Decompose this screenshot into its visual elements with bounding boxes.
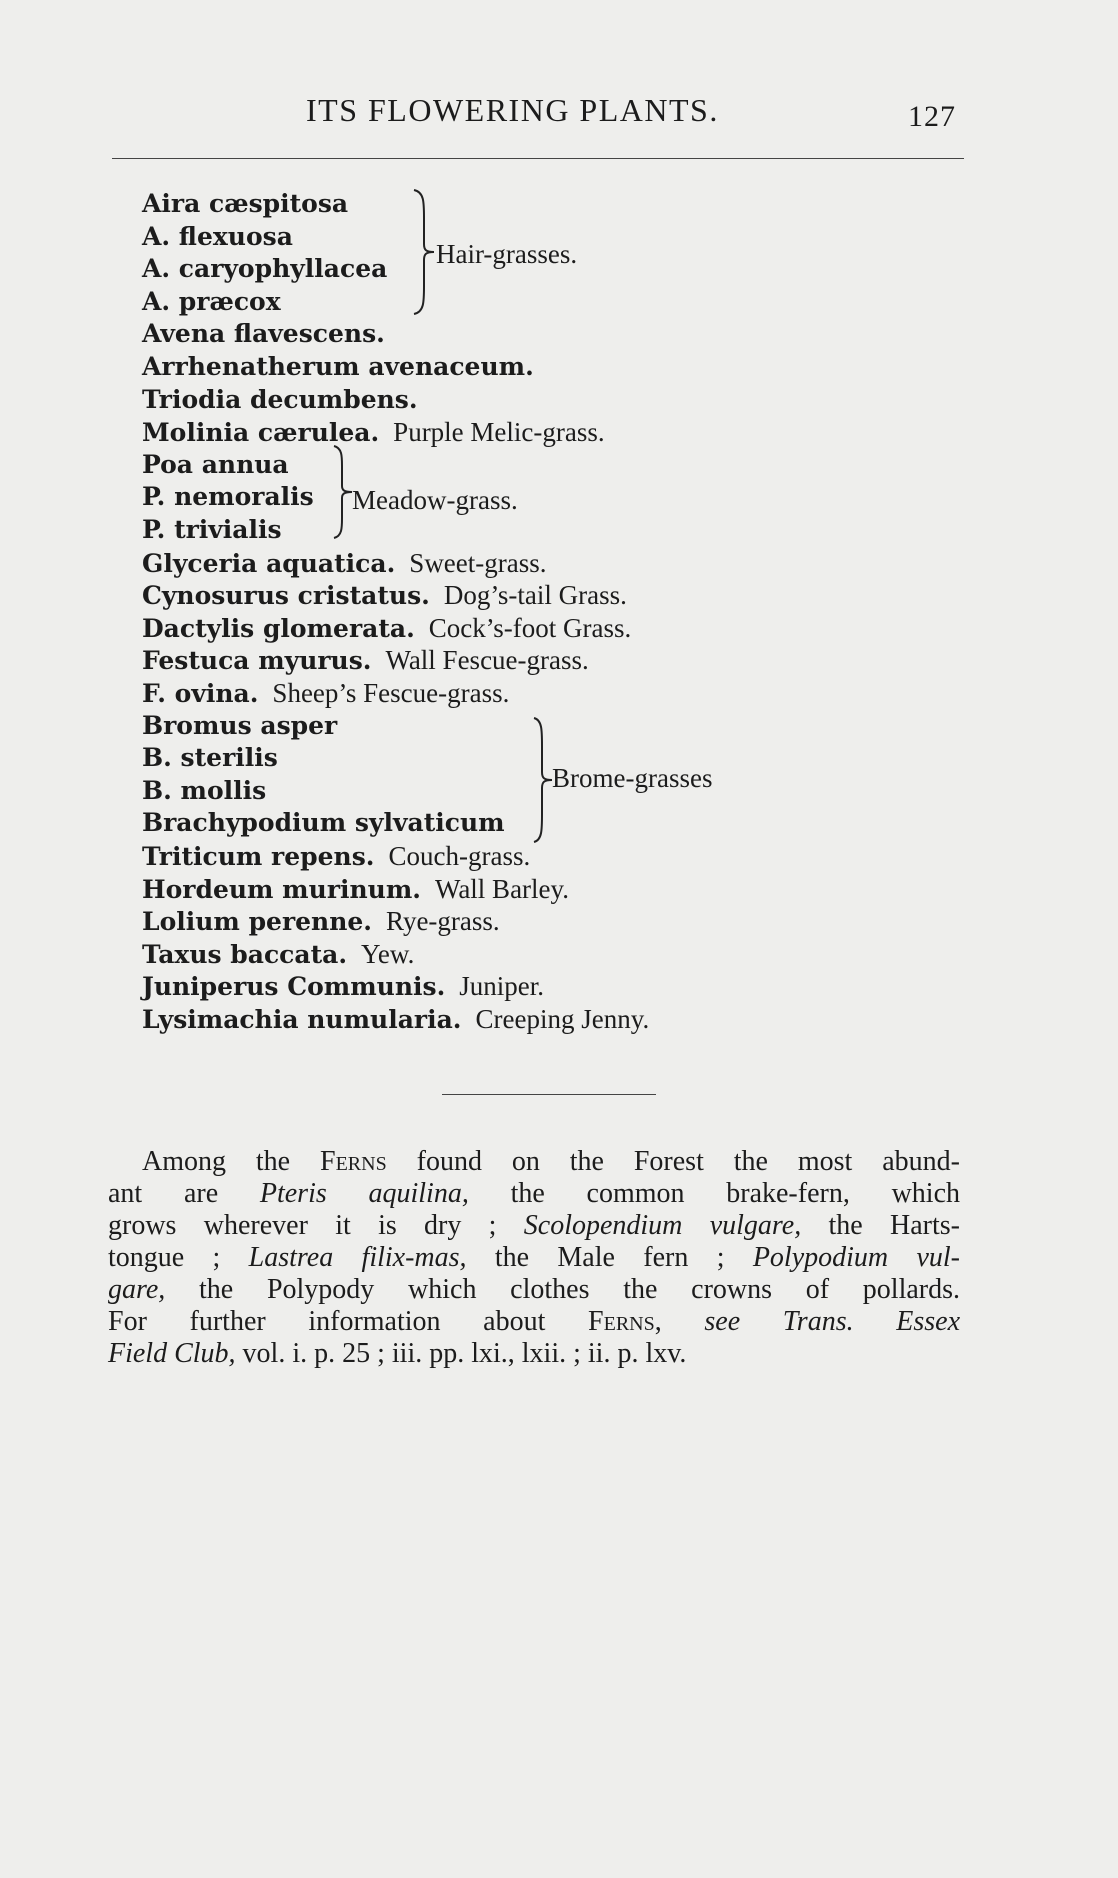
latin-name: A. flexuosa bbox=[142, 222, 293, 251]
plant-entry bbox=[142, 481, 314, 513]
latin-name: Triodia decumbens. bbox=[142, 385, 418, 414]
plant-entry bbox=[142, 188, 348, 220]
latin-name: P. nemoralis bbox=[142, 482, 314, 511]
latin-name: A. præcox bbox=[142, 287, 281, 316]
common-name: Dog’s-tail Grass. bbox=[443, 580, 627, 610]
latin-name: B. sterilis bbox=[142, 743, 278, 772]
common-name: Yew. bbox=[361, 939, 415, 969]
plant-entry bbox=[142, 318, 385, 350]
common-name: Sweet-grass. bbox=[409, 548, 547, 578]
latin-name: Glyceria aquatica. bbox=[142, 549, 396, 578]
italic-species: Scolopendium vulgare, bbox=[523, 1210, 802, 1241]
text-run: the Male fern ; bbox=[466, 1242, 753, 1273]
italic-species: Lastrea filix-mas, bbox=[248, 1242, 467, 1273]
plant-entry bbox=[142, 612, 631, 644]
plant-entry bbox=[142, 775, 266, 807]
hair-grasses-brace bbox=[412, 188, 438, 316]
running-title: ITS FLOWERING PLANTS. bbox=[306, 92, 719, 128]
paragraph-line-7 bbox=[108, 1338, 960, 1370]
latin-name: Dactylis glomerata. bbox=[142, 614, 415, 643]
latin-name: Lysimachia numularia. bbox=[142, 1005, 462, 1034]
text-run bbox=[740, 1306, 783, 1337]
latin-name: Festuca myurus. bbox=[142, 646, 372, 675]
italic-species: Pteris aquilina, bbox=[259, 1178, 469, 1209]
text-run bbox=[662, 1306, 705, 1337]
plant-entry bbox=[142, 547, 547, 579]
plant-entry bbox=[142, 677, 509, 709]
common-name: Creeping Jenny. bbox=[475, 1004, 650, 1034]
common-name: Cock’s-foot Grass. bbox=[428, 613, 632, 643]
paragraph-line-3 bbox=[108, 1210, 960, 1242]
italic-reference: Field Club, bbox=[108, 1338, 236, 1369]
italic-reference: Essex bbox=[896, 1306, 961, 1337]
plant-entry bbox=[142, 742, 278, 774]
plant-entry bbox=[142, 840, 530, 872]
text-run: For further information about bbox=[108, 1306, 589, 1337]
plant-entry bbox=[142, 1003, 649, 1035]
text-run bbox=[854, 1306, 897, 1337]
paragraph-line-5 bbox=[108, 1274, 960, 1306]
plant-entry bbox=[142, 384, 418, 416]
common-name: Rye-grass. bbox=[386, 906, 500, 936]
italic-species: gare, bbox=[108, 1274, 166, 1305]
plant-entry bbox=[142, 416, 605, 448]
latin-name: Triticum repens. bbox=[142, 842, 375, 871]
latin-name: F. ovina. bbox=[142, 679, 259, 708]
plant-entry bbox=[142, 905, 500, 937]
latin-name: B. mollis bbox=[142, 776, 267, 805]
latin-name: P. trivialis bbox=[142, 515, 282, 544]
plant-entry bbox=[142, 351, 534, 383]
plant-entry bbox=[142, 807, 505, 839]
common-name: Juniper. bbox=[459, 971, 545, 1001]
latin-name: Cynosurus cristatus. bbox=[142, 581, 430, 610]
text-run: tongue ; bbox=[108, 1242, 249, 1273]
plant-entry bbox=[142, 938, 414, 970]
latin-name: Avena flavescens. bbox=[142, 319, 385, 348]
plant-entry bbox=[142, 286, 281, 318]
hair-grasses-label: Hair-grasses. bbox=[436, 239, 578, 269]
latin-name: Molinia cærulea. bbox=[142, 418, 380, 447]
plant-entry bbox=[142, 514, 282, 546]
latin-name: Brachypodium sylvaticum bbox=[142, 808, 505, 837]
latin-name: Taxus baccata. bbox=[142, 940, 348, 969]
paragraph-line-6 bbox=[108, 1306, 960, 1338]
paragraph-line-1 bbox=[108, 1146, 960, 1178]
page-number: 127 bbox=[908, 100, 956, 133]
text-run: found on the Forest the most abund- bbox=[386, 1146, 960, 1177]
small-caps-term: Ferns, bbox=[588, 1306, 662, 1337]
text-run: Among the bbox=[142, 1146, 321, 1177]
meadow-grass-label: Meadow-grass. bbox=[352, 485, 518, 515]
text-run: the common brake-fern, which bbox=[468, 1178, 961, 1209]
plant-entry bbox=[142, 579, 627, 611]
common-name: Sheep’s Fescue-grass. bbox=[272, 678, 510, 708]
latin-name: A. caryophyllacea bbox=[142, 254, 388, 283]
small-caps-term: Ferns bbox=[320, 1146, 387, 1177]
header-rule bbox=[112, 158, 964, 159]
brome-grasses-label: Brome-grasses bbox=[552, 763, 713, 793]
latin-name: Bromus asper bbox=[142, 711, 338, 740]
section-divider bbox=[442, 1094, 656, 1095]
latin-name: Arrhenatherum avenaceum. bbox=[142, 352, 534, 381]
plant-entry bbox=[142, 221, 293, 253]
plant-entry bbox=[142, 644, 589, 676]
text-run: the Polypody which clothes the crowns of pollards. bbox=[165, 1274, 960, 1305]
common-name: Couch-grass. bbox=[388, 841, 531, 871]
text-run: ant are bbox=[108, 1178, 260, 1209]
plant-entry bbox=[142, 710, 337, 742]
paragraph-line-4 bbox=[108, 1242, 960, 1274]
common-name: Wall Fescue-grass. bbox=[385, 645, 589, 675]
plant-entry bbox=[142, 873, 569, 905]
common-name: Purple Melic-grass. bbox=[393, 417, 605, 447]
plant-entry bbox=[142, 970, 544, 1002]
plant-entry bbox=[142, 449, 289, 481]
common-name: Wall Barley. bbox=[435, 874, 570, 904]
latin-name: Aira cæspitosa bbox=[142, 189, 349, 218]
italic-species: Polypodium vul- bbox=[752, 1242, 960, 1273]
italic-reference: see bbox=[704, 1306, 741, 1337]
latin-name: Hordeum murinum. bbox=[142, 875, 421, 904]
text-run: the Harts- bbox=[801, 1210, 960, 1241]
text-run: grows wherever it is dry ; bbox=[108, 1210, 524, 1241]
latin-name: Poa annua bbox=[142, 450, 289, 479]
latin-name: Juniperus Communis. bbox=[142, 972, 446, 1001]
latin-name: Lolium perenne. bbox=[142, 907, 373, 936]
paragraph-line-2 bbox=[108, 1178, 960, 1210]
plant-entry bbox=[142, 253, 387, 285]
italic-reference: Trans. bbox=[782, 1306, 854, 1337]
text-run: vol. i. p. 25 ; iii. pp. lxi., lxii. ; ii. p. lxv. bbox=[235, 1338, 687, 1369]
